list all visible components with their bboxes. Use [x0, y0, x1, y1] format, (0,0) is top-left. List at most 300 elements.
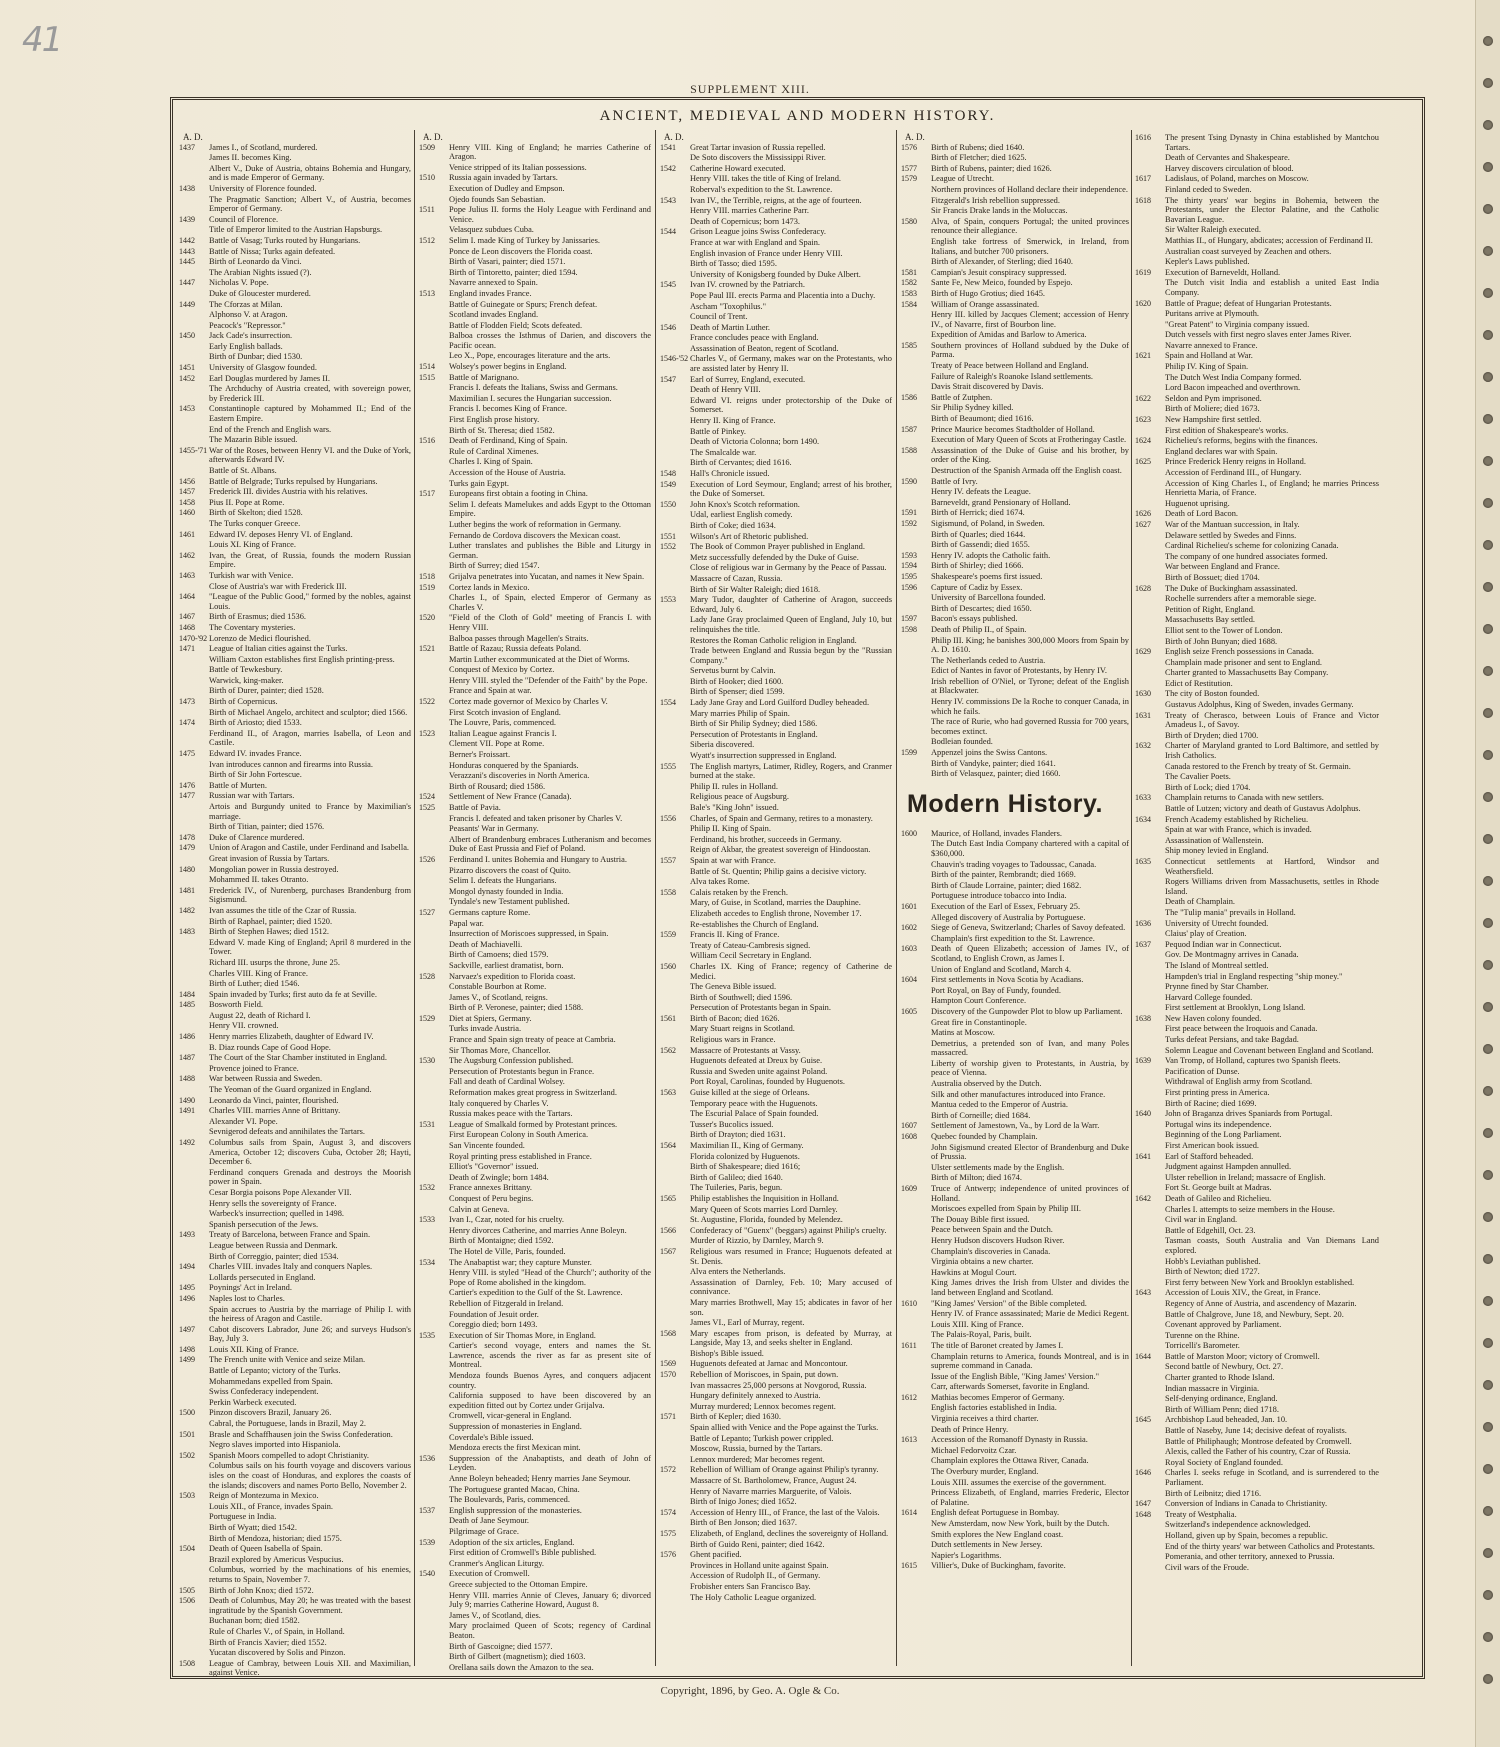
entry-text: Navarre annexed to Spain. — [449, 278, 538, 288]
history-entry — [660, 1141, 892, 1151]
entry-year: 1467 — [179, 612, 195, 622]
binding-hole — [1483, 1086, 1493, 1096]
entry-text: Cabral, the Portuguese, lands in Brazil, May 2. — [209, 1419, 366, 1429]
entry-year — [1135, 1320, 1165, 1330]
entry-text: Withdrawal of English army from Scotland. — [1165, 1077, 1313, 1087]
entry-text: Scotland invades England. — [449, 310, 539, 320]
history-entry — [179, 508, 411, 518]
entry-year — [1135, 1310, 1165, 1320]
entry-text: Birth of P. Veronese, painter; died 1588. — [449, 1003, 584, 1013]
entry-text: Francis I. defeats the Italians, Swiss and Germans. — [449, 383, 618, 393]
entry-year — [901, 1059, 931, 1078]
history-entry — [1135, 1384, 1379, 1394]
pencil-page-number: 41 — [22, 20, 62, 60]
entry-text: Birth of Rousard; died 1586. — [449, 781, 546, 791]
history-entry — [179, 300, 411, 310]
history-entry — [901, 1372, 1129, 1382]
entry-text: Maximilian II., King of Germany. — [690, 1141, 804, 1150]
history-entry — [419, 1183, 651, 1193]
entry-year — [1135, 1035, 1165, 1045]
history-entry — [1135, 1099, 1379, 1109]
ad-label: A. D. — [664, 132, 684, 142]
entry-text: Battle of Ivry. — [931, 476, 978, 486]
entry-year — [901, 1414, 931, 1424]
entry-text: Harvard College founded. — [1165, 992, 1253, 1002]
entry-year — [1135, 426, 1165, 436]
entry-text: Canada restored to the French by treaty of St. Germain. — [1165, 761, 1351, 771]
history-entry — [660, 962, 892, 981]
entry-year — [901, 1352, 931, 1371]
history-entry — [419, 1130, 651, 1140]
entry-year: 1540 — [419, 1569, 435, 1579]
entry-text: Portugal wins its independence. — [1165, 1119, 1272, 1129]
entry-text: Matins at Moscow. — [931, 1028, 995, 1038]
history-entry — [179, 1220, 411, 1230]
entry-year — [179, 1168, 209, 1187]
entry-text: The Portuguese granted Macao, China. — [449, 1484, 580, 1494]
entry-text: Settlement of Jamestown, Va., by Lord de la Warr. — [931, 1121, 1100, 1131]
history-entry — [179, 1053, 411, 1063]
entry-text: Bale's "King John" issued. — [690, 803, 779, 812]
history-entry — [660, 302, 892, 312]
entry-text: Gov. De Montmagny arrives in Canada. — [1165, 950, 1299, 960]
entry-text: Louis XIII. King of France. — [931, 1319, 1024, 1329]
entry-year — [179, 979, 209, 989]
history-entry — [419, 634, 651, 644]
entry-text: Battle of Razau; Russia defeats Poland. — [449, 644, 582, 654]
history-entry — [660, 585, 892, 595]
entry-text: The present Tsing Dynasty in China established by Mantchou Tartars. — [1165, 133, 1379, 152]
history-entry — [660, 249, 892, 259]
entry-year — [660, 1434, 690, 1444]
entry-text: Frederick III. divides Austria with his relatives. — [209, 487, 368, 497]
entry-year — [179, 917, 209, 927]
entry-year: 1588 — [901, 445, 917, 455]
entry-year: 1621 — [1135, 351, 1151, 361]
entry-text: Florida colonized by Huguenots. — [690, 1151, 800, 1161]
entry-year — [419, 665, 449, 675]
entry-text: Battle of Philiphaugh; Montrose defeated by Cromwell. — [1165, 1436, 1352, 1446]
entry-year — [901, 1478, 931, 1488]
entry-text: Birth of Luther; died 1546. — [209, 979, 300, 989]
history-entry — [419, 866, 651, 876]
history-entry — [1135, 133, 1379, 152]
entry-text: Birth of Rubens; died 1640. — [931, 142, 1025, 152]
entry-year — [179, 1127, 209, 1137]
history-entry — [901, 1247, 1129, 1257]
entry-text: French Academy established by Richelieu. — [1165, 814, 1309, 824]
history-entry — [901, 372, 1129, 382]
history-entry — [179, 791, 411, 801]
history-entry — [419, 1506, 651, 1516]
entry-text: The title of Baronet created by James I. — [931, 1340, 1064, 1350]
entry-year: 1449 — [179, 299, 195, 309]
history-entry — [179, 634, 411, 644]
entry-text: Birth of Stephen Hawes; died 1512. — [209, 927, 330, 937]
entry-year: 1533 — [419, 1215, 435, 1225]
entry-text: Birth of Rubens, painter; died 1626. — [931, 163, 1052, 173]
entry-text: Destruction of the Spanish Armada off the English coast. — [931, 466, 1122, 475]
entry-text: Reign of Akbar, the greatest sovereign of Hindoostan. — [690, 845, 871, 855]
history-entry — [1135, 278, 1379, 297]
entry-year: 1638 — [1135, 1013, 1151, 1023]
history-entry — [901, 934, 1129, 944]
entry-year — [1135, 1067, 1165, 1077]
history-entry — [419, 1056, 651, 1066]
entry-year — [660, 585, 690, 595]
binding-hole — [1483, 330, 1493, 340]
history-entry — [901, 1111, 1129, 1121]
history-entry — [901, 1018, 1129, 1028]
history-entry — [660, 835, 892, 845]
entry-year: 1581 — [901, 267, 917, 277]
entry-year: 1634 — [1135, 814, 1151, 824]
history-entry — [179, 278, 411, 288]
entry-text: Turenne on the Rhine. — [1165, 1330, 1240, 1340]
entry-year — [901, 1018, 931, 1028]
entry-year — [419, 300, 449, 310]
entry-year — [1135, 164, 1165, 174]
history-entry — [419, 394, 651, 404]
entry-text: Mathias becomes Emperor of Germany. — [931, 1392, 1065, 1402]
entry-text: Cardinal Richelieu's scheme for colonizing Canada. — [1165, 541, 1339, 551]
history-entry — [660, 1194, 892, 1204]
history-entry — [660, 751, 892, 761]
entry-year — [1135, 1299, 1165, 1309]
entry-year — [660, 993, 690, 1003]
entry-year: 1585 — [901, 340, 917, 350]
entry-year — [901, 540, 931, 550]
entry-text: The "Tulip mania" prevails in Holland. — [1165, 907, 1296, 917]
history-entry — [179, 184, 411, 194]
entry-year: 1590 — [901, 476, 917, 486]
history-entry — [660, 574, 892, 584]
entry-text: Spanish Moors compelled to adopt Christianity. — [209, 1450, 369, 1460]
history-entry — [901, 1341, 1129, 1351]
entry-text: Battle of Nissa; Turks again defeated. — [209, 246, 336, 256]
entry-year — [419, 993, 449, 1003]
history-entry — [419, 729, 651, 739]
entry-year — [419, 447, 449, 457]
entry-year: 1592 — [901, 518, 917, 528]
history-entry — [179, 623, 411, 633]
entry-year: 1521 — [419, 644, 435, 654]
entry-year: 1530 — [419, 1056, 435, 1066]
entry-year: 1524 — [419, 792, 435, 802]
history-entry — [660, 143, 892, 153]
entry-text: Constantinople captured by Mohammed II.; End of the Eastern Empire. — [209, 404, 411, 424]
entry-year — [419, 929, 449, 939]
entry-year — [179, 1199, 209, 1209]
entry-year — [419, 1422, 449, 1432]
history-entry — [1135, 1563, 1379, 1573]
entry-text: Siberia discovered. — [690, 740, 755, 750]
history-entry — [1135, 1373, 1379, 1383]
entry-text: Luther translates and publishes the Bible and Liturgy in German. — [449, 541, 651, 560]
history-entry — [660, 174, 892, 184]
history-entry — [419, 300, 651, 310]
column-divider — [1131, 130, 1132, 1666]
entry-year: 1450 — [179, 331, 195, 341]
entry-year — [179, 1638, 209, 1648]
entry-year — [179, 1209, 209, 1219]
entry-year — [1135, 605, 1165, 615]
entry-text: Selim I. defeats the Hungarians. — [449, 876, 557, 886]
entry-year — [1135, 1394, 1165, 1404]
entry-year — [1135, 531, 1165, 541]
history-entry — [901, 1225, 1129, 1235]
history-entry — [1135, 940, 1379, 950]
entry-text: Europeans first obtain a footing in China. — [449, 489, 588, 499]
entry-year — [179, 425, 209, 435]
history-entry — [660, 782, 892, 792]
entry-year — [660, 1571, 690, 1581]
history-entry — [179, 969, 411, 979]
binding-hole — [1483, 960, 1493, 970]
entry-year: 1598 — [901, 624, 917, 634]
entry-year — [1135, 982, 1165, 992]
history-entry — [179, 289, 411, 299]
entry-text: Port Royal, on Bay of Fundy, founded. — [931, 985, 1061, 995]
entry-year — [179, 310, 209, 320]
entry-text: The Cforzas at Milan. — [209, 299, 283, 309]
entry-text: Pinzon discovers Brazil, January 26. — [209, 1408, 332, 1418]
binding-hole — [1483, 918, 1493, 928]
entry-year — [179, 540, 209, 550]
entry-year — [179, 195, 209, 214]
history-entry — [660, 1120, 892, 1130]
entry-year — [1135, 552, 1165, 562]
entry-text: William Cecil Secretary in England. — [690, 951, 812, 961]
entry-year — [1135, 1437, 1165, 1447]
entry-year — [1135, 594, 1165, 604]
history-entry — [179, 1377, 411, 1387]
entry-text: The Escurial Palace of Spain founded. — [690, 1109, 819, 1119]
history-entry — [179, 1638, 411, 1648]
entry-text: The thirty years' war begins in Bohemia, between the Protestants, under the Elector Palatine, and the Catholic Bavarian League. — [1165, 195, 1379, 224]
entry-text: English defeat Portuguese in Bombay. — [931, 1508, 1060, 1518]
history-entry — [901, 1508, 1129, 1518]
entry-text: England declares war with Spain. — [1165, 446, 1278, 456]
history-entry — [660, 521, 892, 531]
history-entry — [1135, 950, 1379, 960]
history-entry — [1135, 1405, 1379, 1415]
history-entry — [1135, 1531, 1379, 1541]
entry-year — [1135, 1215, 1165, 1225]
entry-year — [660, 1162, 690, 1172]
history-entry — [660, 532, 892, 542]
entry-year — [419, 1077, 449, 1087]
entry-year — [901, 1488, 931, 1507]
entry-year — [1135, 383, 1165, 393]
history-entry — [419, 205, 651, 224]
entry-year: 1476 — [179, 780, 195, 790]
entry-text: Death of Zwingle; born 1484. — [449, 1172, 549, 1182]
entry-year — [179, 1512, 209, 1522]
history-entry — [1135, 573, 1379, 583]
entry-year — [179, 1366, 209, 1376]
history-entry — [419, 1162, 651, 1172]
history-entry — [419, 1003, 651, 1013]
history-entry — [660, 1267, 892, 1277]
entry-text: Servetus burnt by Calvin. — [690, 666, 776, 676]
entry-text: Francis I. defeated and taken prisoner by Charles V. — [449, 813, 623, 823]
entry-text: Philip III. King; he banishes 300,000 Moors from Spain by A. D. 1610. — [931, 635, 1129, 655]
entry-year: 1515 — [419, 372, 435, 382]
entry-text: Napier's Logarithms. — [931, 1550, 1002, 1560]
entry-year: 1596 — [901, 582, 917, 592]
entry-text: Alphonso V. at Aragon. — [209, 310, 288, 320]
entry-year: 1518 — [419, 571, 435, 581]
entry-text: Birth of Racine; died 1699. — [1165, 1098, 1257, 1108]
entry-text: Death of Lord Bacon. — [1165, 509, 1239, 519]
entry-year — [419, 1046, 449, 1056]
entry-year — [419, 718, 449, 728]
history-entry — [901, 341, 1129, 360]
entry-text: Columbus sails on his fourth voyage and discovers various isles on the coast of Honduras, and explores the coasts of the islands; discovers and names Porto Bello, November 2. — [209, 1461, 411, 1490]
entry-text: Treaty of Cateau-Cambresis signed. — [690, 940, 811, 950]
binding-hole — [1483, 372, 1493, 382]
entry-year: 1567 — [660, 1246, 676, 1256]
entry-text: Demetrius, a pretended son of Ivan, and many Poles massacred. — [931, 1038, 1129, 1058]
history-entry — [660, 354, 892, 373]
history-entry — [179, 1199, 411, 1209]
entry-text: Irish rebellion of O'Niel, or Tyrone; defeat of the English at Blackwater. — [931, 676, 1129, 696]
history-entry — [179, 1387, 411, 1397]
entry-year: 1610 — [901, 1298, 917, 1308]
entry-text: John of Braganza drives Spaniards from Portugal. — [1165, 1109, 1333, 1119]
entry-list — [1135, 133, 1379, 1572]
history-entry — [901, 403, 1129, 413]
history-entry — [660, 888, 892, 898]
entry-text: Guise killed at the siege of Orleans. — [690, 1088, 810, 1098]
history-entry — [419, 1454, 651, 1473]
entry-text: Accession of the House of Austria. — [449, 468, 566, 477]
entry-year — [179, 519, 209, 529]
history-entry — [1135, 1226, 1379, 1236]
entry-year — [1135, 993, 1165, 1003]
history-entry — [660, 510, 892, 520]
entry-year: 1632 — [1135, 741, 1151, 751]
entry-year: 1437 — [179, 142, 195, 152]
entry-year — [901, 636, 931, 655]
entry-year — [1135, 185, 1165, 195]
history-entry — [179, 530, 411, 540]
entry-year — [660, 792, 690, 802]
entry-text: Louis XII. King of France. — [209, 1344, 299, 1354]
entry-text: The Court of the Star Chamber instituted in England. — [209, 1053, 387, 1063]
entry-text: Birth of Montaigne; died 1592. — [449, 1236, 554, 1246]
history-entry — [179, 833, 411, 843]
history-entry — [660, 1508, 892, 1518]
entry-year — [1135, 330, 1165, 340]
entry-text: Execution of Lord Seymour, England; arrest of his brother, the Duke of Somerset. — [690, 479, 892, 499]
entry-year: 1631 — [1135, 710, 1151, 720]
entry-year — [419, 1141, 449, 1151]
entry-text: Shakespeare's poems first issued. — [931, 571, 1043, 581]
history-entry — [901, 965, 1129, 975]
history-entry — [901, 1309, 1129, 1319]
entry-text: Battle of Edgehill, Oct. 23. — [1165, 1225, 1256, 1235]
entry-year — [419, 457, 449, 467]
history-entry — [1135, 426, 1379, 436]
entry-year — [660, 270, 690, 280]
history-entry — [179, 215, 411, 225]
entry-year — [660, 709, 690, 719]
history-entry — [419, 1443, 651, 1453]
entry-text: Prince Frederick Henry reigns in Holland. — [1165, 457, 1306, 467]
history-entry — [1135, 637, 1379, 647]
entry-text: The French unite with Venice and seize Milan. — [209, 1355, 366, 1365]
entry-text: Solemn League and Covenant between England and Scotland. — [1165, 1045, 1374, 1055]
history-entry — [1135, 1014, 1379, 1024]
entry-year — [179, 1565, 209, 1584]
entry-text: Close of religious war in Germany by the Peace of Passau. — [690, 563, 887, 573]
history-entry — [179, 938, 411, 957]
history-entry — [419, 950, 651, 960]
entry-year: 1511 — [419, 205, 435, 215]
entry-year — [660, 687, 690, 697]
entry-text: Alva, of Spain, conquers Portugal; the united provinces renounce their allegiance. — [931, 216, 1129, 236]
entry-text: The Palais-Royal, Paris, built. — [931, 1330, 1032, 1340]
history-entry — [1135, 584, 1379, 594]
entry-year — [419, 468, 449, 478]
entry-text: Charles IX. King of France; regency of Catherine de Medici. — [690, 961, 892, 981]
entry-text: Pius II. Pope at Rome. — [209, 497, 285, 507]
entry-text: Poynings' Act in Ireland. — [209, 1283, 292, 1293]
entry-text: War of the Mantuan succession, in Italy. — [1165, 519, 1300, 529]
entry-text: Greece subjected to the Ottoman Empire. — [449, 1579, 588, 1589]
entry-year: 1438 — [179, 183, 195, 193]
entry-text: The race of Rurie, who had governed Russia for 700 years, becomes extinct. — [931, 717, 1129, 736]
entry-text: Columbus sails from Spain, August 3, and discovers America, October 12; discovers Cuba, October 28; Hayti, December 6. — [209, 1138, 411, 1167]
entry-year — [901, 881, 931, 891]
entry-text: Delaware settled by Swedes and Finns. — [1165, 530, 1297, 540]
entry-text: Birth of Inigo Jones; died 1652. — [690, 1497, 797, 1507]
binding-hole — [1483, 204, 1493, 214]
history-entry — [1135, 330, 1379, 340]
entry-text: Civil wars of the Froude. — [1165, 1562, 1249, 1572]
entry-text: Cabot discovers Labrador, June 26; and surveys Hudson's Bay, July 3. — [209, 1324, 411, 1344]
entry-text: Massacre of Protestants at Vassy. — [690, 1045, 801, 1055]
entry-text: Virginia obtains a new charter. — [931, 1257, 1034, 1267]
history-entry — [660, 1329, 892, 1348]
history-entry — [419, 331, 651, 350]
history-entry — [179, 374, 411, 384]
history-entry — [179, 1440, 411, 1450]
entry-text: First peace between the Iroquois and Canada. — [1165, 1024, 1318, 1034]
entry-text: Truce of Antwerp; independence of united provinces of Holland. — [931, 1184, 1129, 1203]
entry-year — [901, 414, 931, 424]
entry-text: Velasquez subdues Cuba. — [449, 225, 534, 235]
entry-year — [419, 771, 449, 781]
history-entry — [179, 1096, 411, 1106]
history-entry — [660, 259, 892, 269]
entry-text: Assassination of Beaton, regent of Scotland. — [690, 343, 839, 353]
history-entry — [901, 551, 1129, 561]
entry-text: Great invasion of Russia by Tartars. — [209, 853, 330, 863]
entry-text: Champlain explores the Ottawa River, Canada. — [931, 1456, 1089, 1466]
entry-year — [179, 1461, 209, 1490]
entry-year — [419, 1371, 449, 1390]
entry-text: Henry III. killed by Jacques Clement; accession of Henry IV., of Navarre, first of Bourbon line. — [931, 310, 1129, 329]
history-entry — [1135, 689, 1379, 699]
entry-year — [1135, 908, 1165, 918]
history-entry — [419, 278, 651, 288]
entry-text: Birth of Tintoretto, painter; died 1594. — [449, 267, 578, 277]
history-entry — [419, 593, 651, 612]
entry-text: Battle of Pinkey. — [690, 426, 746, 436]
